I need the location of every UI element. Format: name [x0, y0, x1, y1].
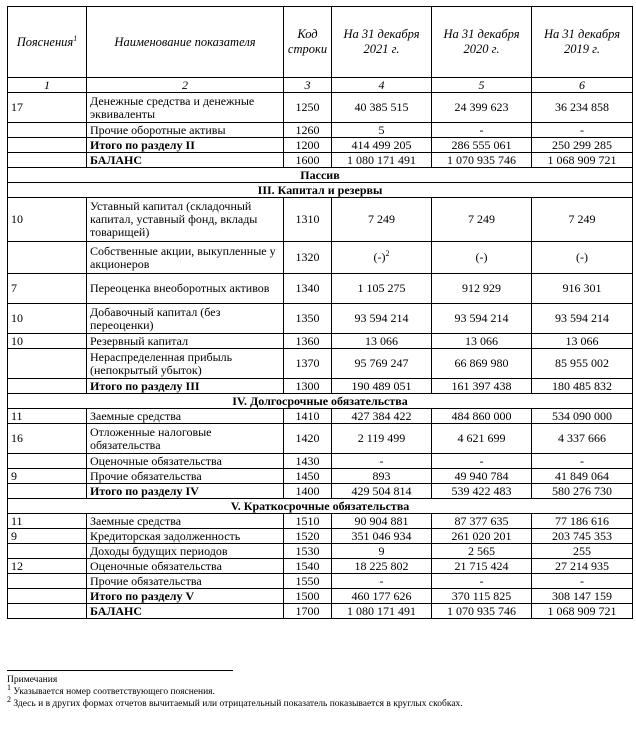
row-value-2019: 4 337 666 — [532, 424, 633, 454]
row-code: 1700 — [284, 604, 332, 619]
row-value-2020: 286 555 061 — [432, 138, 532, 153]
row-value-2020: 2 565 — [432, 544, 532, 559]
table-row — [8, 589, 633, 604]
row-value-2019: 1 068 909 721 — [532, 153, 633, 168]
row-name: Кредиторская задолженность — [87, 529, 284, 544]
row-name: Уставный капитал (складочный капитал, уставный фонд, вклады товарищей) — [87, 198, 284, 242]
row-code: 1200 — [284, 138, 332, 153]
table-row — [8, 409, 633, 424]
row-value-2019: 255 — [532, 544, 633, 559]
column-numbers-row — [8, 78, 633, 93]
header-2021: На 31 декабря 2021 г. — [332, 7, 432, 78]
row-note: 11 — [8, 514, 87, 529]
row-note — [8, 153, 87, 168]
row-value-2019: 41 849 064 — [532, 469, 633, 484]
row-code: 1360 — [284, 334, 332, 349]
section-row — [8, 183, 633, 198]
row-note — [8, 138, 87, 153]
row-value-2020: 912 929 — [432, 274, 532, 304]
row-value-2020: 24 399 623 — [432, 93, 532, 123]
colnum: 1 — [8, 78, 87, 93]
row-value-2020: 539 422 483 — [432, 484, 532, 499]
header-code: Код строки — [284, 7, 332, 78]
row-value-2021: 90 904 881 — [332, 514, 432, 529]
row-value-2020: 93 594 214 — [432, 304, 532, 334]
footnotes-title: Примечания — [7, 675, 58, 685]
row-value-2020: - — [432, 454, 532, 469]
row-note: 7 — [8, 274, 87, 304]
row-note: 10 — [8, 304, 87, 334]
footnote-1: $^1$ Указывается номер соответствующего пояснения. — [7, 682, 215, 697]
row-value-2020: (-) — [432, 242, 532, 274]
table-row — [8, 334, 633, 349]
row-value-2019: 308 147 159 — [532, 589, 633, 604]
row-name: Прочие обязательства — [87, 574, 284, 589]
row-name: Заемные средства — [87, 409, 284, 424]
row-value-2021: 9 — [332, 544, 432, 559]
row-note — [8, 349, 87, 379]
row-value-2020: 66 869 980 — [432, 349, 532, 379]
row-value-2019: - — [532, 454, 633, 469]
row-value-2019: 916 301 — [532, 274, 633, 304]
table-row — [8, 349, 633, 379]
table-row — [8, 469, 633, 484]
header-row — [8, 7, 633, 78]
table-row — [8, 454, 633, 469]
row-name: Прочие оборотные активы — [87, 123, 284, 138]
row-note — [8, 123, 87, 138]
row-code: 1420 — [284, 424, 332, 454]
row-value-2020: 7 249 — [432, 198, 532, 242]
row-note: 17 — [8, 93, 87, 123]
table-row — [8, 529, 633, 544]
colnum: 5 — [432, 78, 532, 93]
row-code: 1340 — [284, 274, 332, 304]
row-code: 1410 — [284, 409, 332, 424]
row-code: 1450 — [284, 469, 332, 484]
row-name: Нераспределенная прибыль (непокрытый убыток) — [87, 349, 284, 379]
row-value-2021: - — [332, 454, 432, 469]
row-note: 9 — [8, 469, 87, 484]
table-row — [8, 574, 633, 589]
row-value-2021: 414 499 205 — [332, 138, 432, 153]
row-value-2021: 351 046 934 — [332, 529, 432, 544]
row-note — [8, 484, 87, 499]
row-name: БАЛАНС — [87, 604, 284, 619]
row-value-2019: 93 594 214 — [532, 304, 633, 334]
row-name: Итого по разделу III — [87, 379, 284, 394]
row-value-2019: 77 186 616 — [532, 514, 633, 529]
row-value-2020: 21 715 424 — [432, 559, 532, 574]
row-value-2020: 87 377 635 — [432, 514, 532, 529]
row-note — [8, 589, 87, 604]
table-row — [8, 153, 633, 168]
row-name: Переоценка внеоборотных активов — [87, 274, 284, 304]
row-value-2019: 13 066 — [532, 334, 633, 349]
row-note — [8, 604, 87, 619]
row-value-2019: - — [532, 574, 633, 589]
footnotes — [7, 670, 463, 710]
row-value-2021: - — [332, 574, 432, 589]
row-value-2020: 13 066 — [432, 334, 532, 349]
section-capital: III. Капитал и резервы — [8, 183, 633, 198]
section-row — [8, 499, 633, 514]
row-name: Добавочный капитал (без переоценки) — [87, 304, 284, 334]
row-value-2019: 27 214 935 — [532, 559, 633, 574]
row-name: Итого по разделу V — [87, 589, 284, 604]
row-value-2021: 1 080 171 491 — [332, 604, 432, 619]
colnum: 6 — [532, 78, 633, 93]
row-code: 1500 — [284, 589, 332, 604]
row-code: 1250 — [284, 93, 332, 123]
colnum: 4 — [332, 78, 432, 93]
row-value-2020: 1 070 935 746 — [432, 604, 532, 619]
table-row — [8, 242, 633, 274]
table-row — [8, 559, 633, 574]
row-code: 1530 — [284, 544, 332, 559]
table-row — [8, 484, 633, 499]
row-name: Резервный капитал — [87, 334, 284, 349]
row-value-2019: - — [532, 123, 633, 138]
row-value-2021: $(-)^2$ — [332, 242, 432, 274]
row-value-2021: 40 385 515 — [332, 93, 432, 123]
row-value-2021: 5 — [332, 123, 432, 138]
table-row — [8, 274, 633, 304]
row-note: 11 — [8, 409, 87, 424]
row-code: 1320 — [284, 242, 332, 274]
row-code: 1310 — [284, 198, 332, 242]
row-value-2021: 7 249 — [332, 198, 432, 242]
row-value-2020: 484 860 000 — [432, 409, 532, 424]
row-value-2021: 93 594 214 — [332, 304, 432, 334]
table-row — [8, 304, 633, 334]
row-code: 1510 — [284, 514, 332, 529]
row-value-2021: 13 066 — [332, 334, 432, 349]
row-name: Оценочные обязательства — [87, 454, 284, 469]
row-code: 1550 — [284, 574, 332, 589]
section-long-term: IV. Долгосрочные обязательства — [8, 394, 633, 409]
row-value-2019: 180 485 832 — [532, 379, 633, 394]
row-value-2019: 7 249 — [532, 198, 633, 242]
row-code: 1350 — [284, 304, 332, 334]
balance-sheet-table — [7, 6, 633, 619]
row-name: БАЛАНС — [87, 153, 284, 168]
row-note: 9 — [8, 529, 87, 544]
row-value-2021: 893 — [332, 469, 432, 484]
row-name: Доходы будущих периодов — [87, 544, 284, 559]
row-value-2020: 49 940 784 — [432, 469, 532, 484]
row-name: Итого по разделу IV — [87, 484, 284, 499]
row-note — [8, 454, 87, 469]
header-name: Наименование показателя — [87, 7, 284, 78]
row-value-2021: 429 504 814 — [332, 484, 432, 499]
row-code: 1400 — [284, 484, 332, 499]
row-value-2021: 460 177 626 — [332, 589, 432, 604]
row-value-2020: - — [432, 574, 532, 589]
row-value-2021: 1 105 275 — [332, 274, 432, 304]
table-row — [8, 123, 633, 138]
table-row — [8, 604, 633, 619]
row-name: Заемные средства — [87, 514, 284, 529]
section-row — [8, 394, 633, 409]
row-name: Собственные акции, выкупленные у акционеров — [87, 242, 284, 274]
row-name: Прочие обязательства — [87, 469, 284, 484]
row-value-2020: 1 070 935 746 — [432, 153, 532, 168]
row-value-2019: 250 299 285 — [532, 138, 633, 153]
row-value-2021: 190 489 051 — [332, 379, 432, 394]
row-code: 1370 — [284, 349, 332, 379]
row-value-2021: 1 080 171 491 — [332, 153, 432, 168]
row-note — [8, 242, 87, 274]
row-value-2020: - — [432, 123, 532, 138]
table-row — [8, 138, 633, 153]
row-note: 12 — [8, 559, 87, 574]
row-name: Итого по разделу II — [87, 138, 284, 153]
row-value-2019: 580 276 730 — [532, 484, 633, 499]
header-2019: На 31 декабря 2019 г. — [532, 7, 633, 78]
row-name: Отложенные налоговые обязательства — [87, 424, 284, 454]
row-name: Оценочные обязательства — [87, 559, 284, 574]
row-value-2019: 36 234 858 — [532, 93, 633, 123]
row-name: Денежные средства и денежные эквиваленты — [87, 93, 284, 123]
row-note — [8, 544, 87, 559]
row-code: 1600 — [284, 153, 332, 168]
row-value-2021: 427 384 422 — [332, 409, 432, 424]
row-code: 1540 — [284, 559, 332, 574]
row-value-2019: 534 090 000 — [532, 409, 633, 424]
row-value-2020: 261 020 201 — [432, 529, 532, 544]
section-passive: Пассив — [8, 168, 633, 183]
row-value-2019: (-) — [532, 242, 633, 274]
row-value-2021: 2 119 499 — [332, 424, 432, 454]
footnote-2: $^2$ Здесь и в других формах отчетов вычитаемый или отрицательный показатель показывается в круглых скобках. — [7, 694, 463, 709]
row-value-2019: 1 068 909 721 — [532, 604, 633, 619]
row-value-2021: 18 225 802 — [332, 559, 432, 574]
table-row — [8, 514, 633, 529]
row-code: 1260 — [284, 123, 332, 138]
table-row — [8, 424, 633, 454]
row-note — [8, 379, 87, 394]
footnote-divider — [7, 670, 233, 671]
colnum: 3 — [284, 78, 332, 93]
row-value-2019: 203 745 353 — [532, 529, 633, 544]
row-value-2020: 4 621 699 — [432, 424, 532, 454]
section-short-term: V. Краткосрочные обязательства — [8, 499, 633, 514]
table-row — [8, 379, 633, 394]
row-code: 1430 — [284, 454, 332, 469]
row-note: 16 — [8, 424, 87, 454]
colnum: 2 — [87, 78, 284, 93]
row-note — [8, 574, 87, 589]
table-row — [8, 93, 633, 123]
row-code: 1300 — [284, 379, 332, 394]
row-code: 1520 — [284, 529, 332, 544]
row-value-2020: 370 115 825 — [432, 589, 532, 604]
row-value-2021: 95 769 247 — [332, 349, 432, 379]
section-row — [8, 168, 633, 183]
table-row — [8, 198, 633, 242]
row-value-2019: 85 955 002 — [532, 349, 633, 379]
header-notes: Пояснения$^1$ — [8, 7, 87, 78]
header-2020: На 31 декабря 2020 г. — [432, 7, 532, 78]
table-row — [8, 544, 633, 559]
row-note: 10 — [8, 198, 87, 242]
row-value-2020: 161 397 438 — [432, 379, 532, 394]
row-note: 10 — [8, 334, 87, 349]
